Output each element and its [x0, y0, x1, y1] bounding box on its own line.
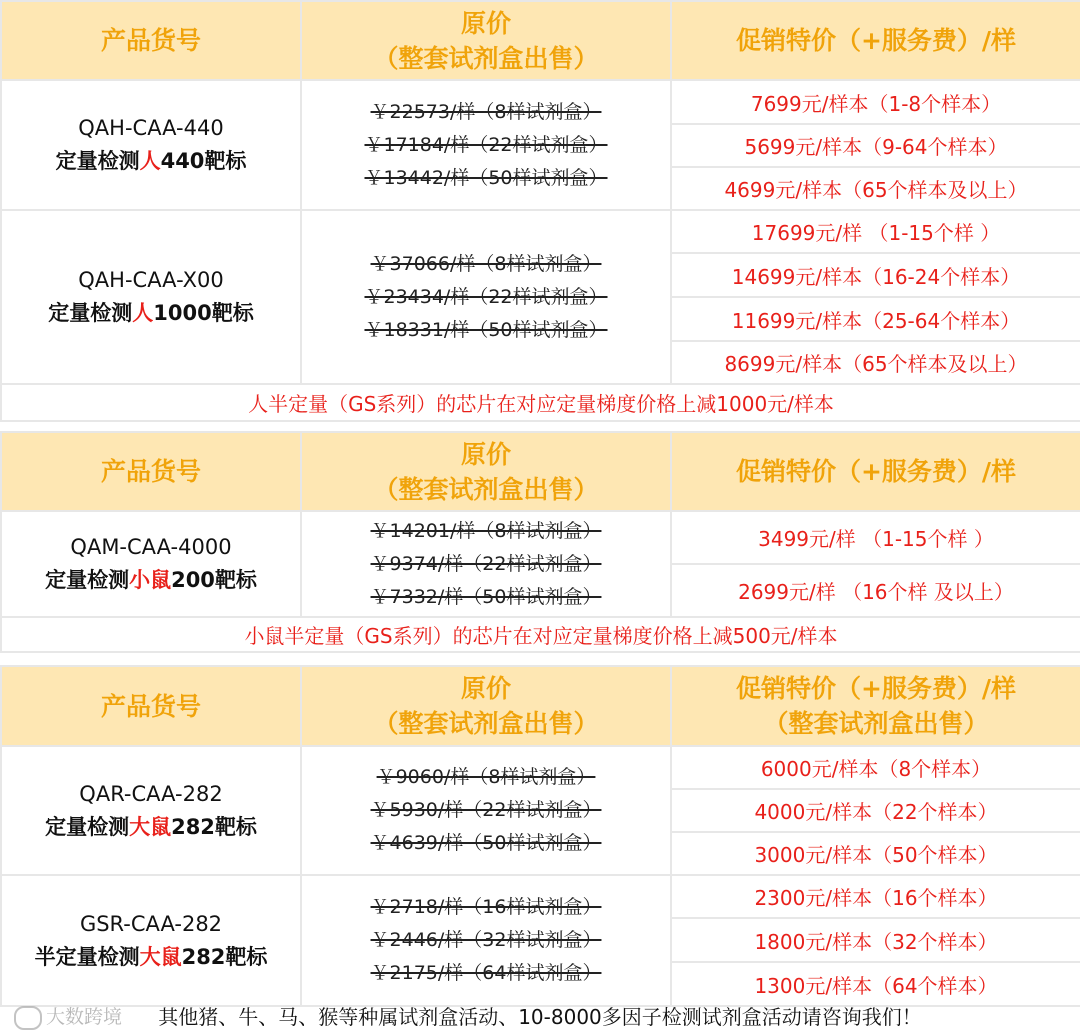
header-original-price	[301, 432, 671, 511]
promo-price: 7699元/样本（1-8个样本）	[671, 80, 1080, 124]
original-price-line: ￥9060/样（8样试剂盒）	[376, 766, 596, 788]
header-product: 产品货号	[1, 1, 301, 80]
watermark	[14, 1003, 122, 1031]
promo-price: 4000元/样本（22个样本）	[671, 789, 1080, 832]
header-original-line2: （整套试剂盒出售）	[373, 43, 599, 73]
promo-price: 8699元/样本（65个样本及以上）	[671, 341, 1080, 384]
product-cell	[1, 746, 301, 875]
product-desc: 定量检测大鼠282靶标	[45, 814, 257, 839]
original-price-line: ￥13442/样（50样试剂盒）	[364, 166, 608, 189]
original-price-line: ￥2718/样（16样试剂盒）	[370, 896, 602, 918]
original-price-line: ￥22573/样（8样试剂盒）	[370, 100, 602, 123]
product-code: GSR-CAA-282	[79, 911, 223, 936]
header-original-price	[301, 1, 671, 80]
product-cell	[1, 875, 301, 1006]
product-desc: 定量检测小鼠200靶标	[45, 568, 257, 592]
original-price-cell	[301, 80, 671, 210]
promo-price: 1800元/样本（32个样本）	[671, 918, 1080, 962]
price-table-mouse	[0, 431, 1080, 653]
product-code: QAR-CAA-282	[79, 781, 223, 806]
original-price-line: ￥2446/样（32样试剂盒）	[370, 929, 602, 951]
promo-price: 2300元/样本（16个样本）	[671, 875, 1080, 918]
promo-price: 3000元/样本（50个样本）	[671, 832, 1080, 875]
original-price-line: ￥23434/样（22样试剂盒）	[364, 285, 608, 308]
header-promo-line1: 促销特价（+服务费）/样	[735, 674, 1017, 703]
header-original-line2: （整套试剂盒出售）	[373, 709, 599, 738]
original-price-line: ￥14201/样（8样试剂盒）	[370, 519, 602, 542]
original-price-line: ￥7332/样（50样试剂盒）	[370, 585, 602, 608]
footer-note: 其他猪、牛、马、猴等种属试剂盒活动、10-8000多因子检测试剂盒活动请咨询我们！	[158, 1005, 922, 1029]
promo-price: 11699元/样本（25-64个样本）	[671, 297, 1080, 341]
product-code: QAM-CAA-4000	[70, 535, 232, 559]
promo-price: 3499元/样 （1-15个样 ）	[671, 511, 1080, 564]
promo-price: 2699元/样 （16个样 及以上）	[671, 564, 1080, 617]
product-cell	[1, 210, 301, 384]
header-original-line2: （整套试剂盒出售）	[373, 474, 599, 504]
promo-price: 17699元/样 （1-15个样 ）	[671, 210, 1080, 253]
promo-price: 5699元/样本（9-64个样本）	[671, 124, 1080, 167]
header-product: 产品货号	[1, 666, 301, 746]
promo-price: 14699元/样本（16-24个样本）	[671, 253, 1080, 297]
original-price-line: ￥9374/样（22样试剂盒）	[370, 552, 602, 575]
product-cell	[1, 511, 301, 617]
original-price-line: ￥18331/样（50样试剂盒）	[364, 318, 608, 341]
product-desc: 定量检测人1000靶标	[48, 301, 254, 325]
product-code: QAH-CAA-440	[78, 116, 224, 140]
product-cell	[1, 80, 301, 210]
discount-note: 小鼠半定量（GS系列）的芯片在对应定量梯度价格上减500元/样本	[1, 617, 1080, 652]
original-price-line: ￥4639/样（50样试剂盒）	[370, 832, 602, 854]
original-price-line: ￥37066/样（8样试剂盒）	[370, 252, 602, 275]
product-desc: 半定量检测大鼠282靶标	[34, 944, 268, 969]
original-price-line: ￥5930/样（22样试剂盒）	[370, 799, 602, 821]
original-price-line: ￥17184/样（22样试剂盒）	[364, 133, 608, 156]
watermark-logo-icon	[14, 1006, 42, 1030]
discount-note: 人半定量（GS系列）的芯片在对应定量梯度价格上减1000元/样本	[1, 384, 1080, 421]
header-promo-price: 促销特价（+服务费）/样	[671, 432, 1080, 511]
promo-price: 4699元/样本（65个样本及以上）	[671, 167, 1080, 210]
original-price-cell	[301, 511, 671, 617]
watermark-text: 大数跨境	[46, 1006, 123, 1028]
header-promo-price: 促销特价（+服务费）/样	[671, 1, 1080, 80]
price-table-rat	[0, 665, 1080, 1007]
header-promo-line2: （整套试剂盒出售）	[763, 709, 989, 738]
original-price-cell	[301, 210, 671, 384]
original-price-line: ￥2175/样（64样试剂盒）	[370, 962, 602, 984]
promo-price: 1300元/样本（64个样本）	[671, 962, 1080, 1006]
header-original-line1: 原价	[460, 439, 511, 469]
original-price-cell	[301, 875, 671, 1006]
product-desc: 定量检测人440靶标	[55, 149, 247, 173]
header-original-line1: 原价	[460, 8, 511, 38]
promo-price: 6000元/样本（8个样本）	[671, 746, 1080, 789]
header-original-line1: 原价	[460, 674, 511, 703]
header-product: 产品货号	[1, 432, 301, 511]
header-promo-price	[671, 666, 1080, 746]
header-original-price	[301, 666, 671, 746]
product-code: QAH-CAA-X00	[78, 268, 224, 292]
price-table-human	[0, 0, 1080, 422]
original-price-cell	[301, 746, 671, 875]
